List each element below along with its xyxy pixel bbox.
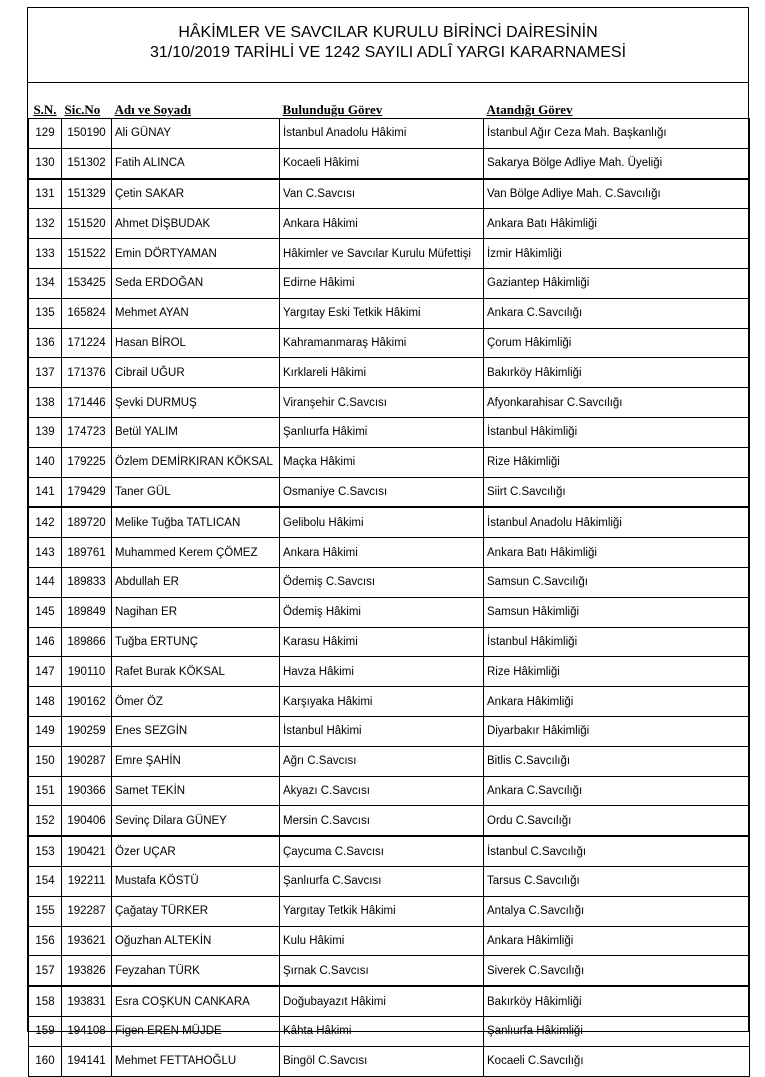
cell-name: Mustafa KÖSTÜ xyxy=(112,866,280,896)
table-row xyxy=(29,896,750,926)
cell-name: Özlem DEMİRKIRAN KÖKSAL xyxy=(112,447,280,477)
cell-assigned-post: Ankara Batı Hâkimliği xyxy=(484,209,750,239)
cell-name: Cibrail UĞUR xyxy=(112,358,280,388)
cell-sicno: 190421 xyxy=(62,836,112,866)
cell-assigned-post: Tarsus C.Savcılığı xyxy=(484,866,750,896)
cell-name: Çağatay TÜRKER xyxy=(112,896,280,926)
cell-current-post: İstanbul Hâkimi xyxy=(280,716,484,746)
cell-current-post: Van C.Savcısı xyxy=(280,179,484,209)
cell-sn: 144 xyxy=(29,567,62,597)
cell-sn: 149 xyxy=(29,716,62,746)
cell-current-post: Akyazı C.Savcısı xyxy=(280,776,484,806)
column-header-current-post: Bulunduğu Görev xyxy=(282,102,383,117)
cell-sicno: 151329 xyxy=(62,179,112,209)
cell-current-post: Hâkimler ve Savcılar Kurulu Müfettişi xyxy=(280,239,484,269)
appointments-table xyxy=(28,94,750,1077)
table-row xyxy=(29,836,750,866)
table-row xyxy=(29,209,750,239)
cell-assigned-post: İstanbul Hâkimliği xyxy=(484,417,750,447)
cell-name: Emre ŞAHİN xyxy=(112,746,280,776)
cell-sicno: 189849 xyxy=(62,597,112,627)
cell-name: Ahmet DİŞBUDAK xyxy=(112,209,280,239)
column-header-assigned-post: Atandığı Görev xyxy=(486,102,573,117)
cell-sn: 131 xyxy=(29,179,62,209)
cell-assigned-post: İzmir Hâkimliği xyxy=(484,239,750,269)
table-row xyxy=(29,239,750,269)
cell-sn: 130 xyxy=(29,148,62,178)
column-header-sicno: Sic.No xyxy=(64,102,101,117)
cell-sicno: 190162 xyxy=(62,687,112,717)
cell-name: Ömer ÖZ xyxy=(112,687,280,717)
cell-assigned-post: İstanbul Anadolu Hâkimliği xyxy=(484,507,750,537)
cell-current-post: Bingöl C.Savcısı xyxy=(280,1046,484,1076)
cell-name: Çetin SAKAR xyxy=(112,179,280,209)
cell-current-post: İstanbul Anadolu Hâkimi xyxy=(280,119,484,149)
table-row xyxy=(29,507,750,537)
cell-assigned-post: Çorum Hâkimliği xyxy=(484,328,750,358)
cell-current-post: Kırklareli Hâkimi xyxy=(280,358,484,388)
table-row xyxy=(29,567,750,597)
table-row xyxy=(29,657,750,687)
document-title xyxy=(28,8,748,83)
cell-assigned-post: Ankara C.Savcılığı xyxy=(484,298,750,328)
cell-current-post: Kahramanmaraş Hâkimi xyxy=(280,328,484,358)
cell-sn: 138 xyxy=(29,388,62,418)
cell-current-post: Edirne Hâkimi xyxy=(280,268,484,298)
cell-sicno: 190110 xyxy=(62,657,112,687)
cell-current-post: Ödemiş Hâkimi xyxy=(280,597,484,627)
cell-assigned-post: Sakarya Bölge Adliye Mah. Üyeliği xyxy=(484,148,750,178)
table-row xyxy=(29,358,750,388)
cell-assigned-post: Rize Hâkimliği xyxy=(484,447,750,477)
cell-assigned-post: Şanlıurfa Hâkimliği xyxy=(484,1016,750,1046)
cell-current-post: Yargıtay Eski Tetkik Hâkimi xyxy=(280,298,484,328)
cell-sn: 156 xyxy=(29,926,62,956)
cell-sicno: 192287 xyxy=(62,896,112,926)
cell-current-post: Viranşehir C.Savcısı xyxy=(280,388,484,418)
cell-sicno: 190366 xyxy=(62,776,112,806)
cell-assigned-post: Afyonkarahisar C.Savcılığı xyxy=(484,388,750,418)
cell-sn: 141 xyxy=(29,477,62,507)
cell-current-post: Şırnak C.Savcısı xyxy=(280,956,484,986)
cell-assigned-post: Gaziantep Hâkimliği xyxy=(484,268,750,298)
cell-current-post: Gelibolu Hâkimi xyxy=(280,507,484,537)
cell-assigned-post: Bakırköy Hâkimliği xyxy=(484,986,750,1016)
cell-sn: 151 xyxy=(29,776,62,806)
cell-name: Taner GÜL xyxy=(112,477,280,507)
cell-sicno: 165824 xyxy=(62,298,112,328)
cell-current-post: Çaycuma C.Savcısı xyxy=(280,836,484,866)
cell-sn: 154 xyxy=(29,866,62,896)
cell-sn: 139 xyxy=(29,417,62,447)
cell-assigned-post: Ankara Hâkimliği xyxy=(484,926,750,956)
cell-sicno: 190287 xyxy=(62,746,112,776)
cell-sn: 135 xyxy=(29,298,62,328)
title-line-1: HÂKİMLER VE SAVCILAR KURULU BİRİNCİ DAİRESİNİN xyxy=(178,24,598,41)
cell-sn: 142 xyxy=(29,507,62,537)
cell-name: Figen EREN MÜJDE xyxy=(112,1016,280,1046)
cell-name: Esra COŞKUN CANKARA xyxy=(112,986,280,1016)
table-row xyxy=(29,986,750,1016)
cell-sicno: 193831 xyxy=(62,986,112,1016)
cell-sn: 159 xyxy=(29,1016,62,1046)
table-row xyxy=(29,328,750,358)
cell-current-post: Ağrı C.Savcısı xyxy=(280,746,484,776)
column-header-name: Adı ve Soyadı xyxy=(114,102,192,117)
cell-assigned-post: Ordu C.Savcılığı xyxy=(484,806,750,836)
table-row xyxy=(29,119,750,149)
cell-sn: 160 xyxy=(29,1046,62,1076)
cell-assigned-post: Bitlis C.Savcılığı xyxy=(484,746,750,776)
table-row xyxy=(29,597,750,627)
cell-sicno: 150190 xyxy=(62,119,112,149)
cell-current-post: Kâhta Hâkimi xyxy=(280,1016,484,1046)
cell-current-post: Karasu Hâkimi xyxy=(280,627,484,657)
cell-assigned-post: İstanbul C.Savcılığı xyxy=(484,836,750,866)
cell-sicno: 189761 xyxy=(62,538,112,568)
cell-current-post: Mersin C.Savcısı xyxy=(280,806,484,836)
cell-current-post: Ankara Hâkimi xyxy=(280,209,484,239)
cell-sn: 129 xyxy=(29,119,62,149)
cell-current-post: Şanlıurfa C.Savcısı xyxy=(280,866,484,896)
cell-sn: 132 xyxy=(29,209,62,239)
cell-name: Oğuzhan ALTEKİN xyxy=(112,926,280,956)
table-row xyxy=(29,926,750,956)
cell-name: Tuğba ERTUNÇ xyxy=(112,627,280,657)
cell-name: Hasan BİROL xyxy=(112,328,280,358)
cell-name: Nagihan ER xyxy=(112,597,280,627)
cell-name: Feyzahan TÜRK xyxy=(112,956,280,986)
cell-current-post: Ödemiş C.Savcısı xyxy=(280,567,484,597)
cell-sn: 136 xyxy=(29,328,62,358)
cell-sn: 147 xyxy=(29,657,62,687)
table-row xyxy=(29,956,750,986)
cell-assigned-post: Siverek C.Savcılığı xyxy=(484,956,750,986)
cell-assigned-post: Ankara C.Savcılığı xyxy=(484,776,750,806)
cell-name: Şevki DURMUŞ xyxy=(112,388,280,418)
cell-sicno: 193621 xyxy=(62,926,112,956)
cell-sicno: 151302 xyxy=(62,148,112,178)
cell-assigned-post: Samsun Hâkimliği xyxy=(484,597,750,627)
cell-sn: 146 xyxy=(29,627,62,657)
cell-sn: 150 xyxy=(29,746,62,776)
cell-current-post: Osmaniye C.Savcısı xyxy=(280,477,484,507)
column-header-sn: S.N. xyxy=(33,102,57,117)
cell-sicno: 194141 xyxy=(62,1046,112,1076)
cell-sn: 143 xyxy=(29,538,62,568)
cell-sicno: 193826 xyxy=(62,956,112,986)
table-row xyxy=(29,447,750,477)
cell-current-post: Yargıtay Tetkik Hâkimi xyxy=(280,896,484,926)
cell-assigned-post: İstanbul Ağır Ceza Mah. Başkanlığı xyxy=(484,119,750,149)
cell-name: Betül YALIM xyxy=(112,417,280,447)
cell-name: Mehmet FETTAHOĞLU xyxy=(112,1046,280,1076)
cell-sn: 148 xyxy=(29,687,62,717)
table-row xyxy=(29,716,750,746)
cell-assigned-post: İstanbul Hâkimliği xyxy=(484,627,750,657)
cell-sicno: 192211 xyxy=(62,866,112,896)
cell-sn: 133 xyxy=(29,239,62,269)
cell-name: Fatih ALINCA xyxy=(112,148,280,178)
cell-sicno: 189833 xyxy=(62,567,112,597)
cell-sicno: 189866 xyxy=(62,627,112,657)
cell-assigned-post: Antalya C.Savcılığı xyxy=(484,896,750,926)
table-row xyxy=(29,388,750,418)
cell-name: Muhammed Kerem ÇÖMEZ xyxy=(112,538,280,568)
cell-current-post: Kulu Hâkimi xyxy=(280,926,484,956)
cell-sn: 153 xyxy=(29,836,62,866)
cell-name: Özer UÇAR xyxy=(112,836,280,866)
cell-name: Enes SEZGİN xyxy=(112,716,280,746)
cell-sn: 158 xyxy=(29,986,62,1016)
cell-current-post: Kocaeli Hâkimi xyxy=(280,148,484,178)
table-row xyxy=(29,776,750,806)
cell-sn: 134 xyxy=(29,268,62,298)
cell-current-post: Ankara Hâkimi xyxy=(280,538,484,568)
table-row xyxy=(29,687,750,717)
cell-assigned-post: Kocaeli C.Savcılığı xyxy=(484,1046,750,1076)
cell-assigned-post: Van Bölge Adliye Mah. C.Savcılığı xyxy=(484,179,750,209)
table-row xyxy=(29,179,750,209)
cell-sicno: 179225 xyxy=(62,447,112,477)
cell-name: Rafet Burak KÖKSAL xyxy=(112,657,280,687)
cell-current-post: Havza Hâkimi xyxy=(280,657,484,687)
title-line-2: 31/10/2019 TARİHLİ VE 1242 SAYILI ADLÎ YARGI KARARNAMESİ xyxy=(149,44,627,61)
table-row xyxy=(29,627,750,657)
cell-assigned-post: Ankara Batı Hâkimliği xyxy=(484,538,750,568)
cell-name: Melike Tuğba TATLICAN xyxy=(112,507,280,537)
cell-name: Emin DÖRTYAMAN xyxy=(112,239,280,269)
cell-sicno: 179429 xyxy=(62,477,112,507)
table-row xyxy=(29,148,750,178)
cell-assigned-post: Bakırköy Hâkimliği xyxy=(484,358,750,388)
table-row xyxy=(29,538,750,568)
cell-assigned-post: Ankara Hâkimliği xyxy=(484,687,750,717)
table-row xyxy=(29,417,750,447)
cell-current-post: Maçka Hâkimi xyxy=(280,447,484,477)
cell-sn: 137 xyxy=(29,358,62,388)
cell-current-post: Karşıyaka Hâkimi xyxy=(280,687,484,717)
cell-sicno: 189720 xyxy=(62,507,112,537)
cell-sicno: 190406 xyxy=(62,806,112,836)
cell-sicno: 171376 xyxy=(62,358,112,388)
cell-sicno: 171224 xyxy=(62,328,112,358)
cell-sicno: 151520 xyxy=(62,209,112,239)
table-row xyxy=(29,1046,750,1076)
cell-sicno: 151522 xyxy=(62,239,112,269)
cell-current-post: Şanlıurfa Hâkimi xyxy=(280,417,484,447)
cell-assigned-post: Siirt C.Savcılığı xyxy=(484,477,750,507)
cell-name: Abdullah ER xyxy=(112,567,280,597)
cell-sicno: 194108 xyxy=(62,1016,112,1046)
cell-name: Samet TEKİN xyxy=(112,776,280,806)
cell-name: Sevinç Dilara GÜNEY xyxy=(112,806,280,836)
cell-name: Seda ERDOĞAN xyxy=(112,268,280,298)
cell-sicno: 153425 xyxy=(62,268,112,298)
cell-assigned-post: Diyarbakır Hâkimliği xyxy=(484,716,750,746)
cell-sicno: 171446 xyxy=(62,388,112,418)
document-frame xyxy=(27,7,749,1068)
table-header-row xyxy=(29,94,750,119)
cell-sn: 140 xyxy=(29,447,62,477)
cell-sicno: 174723 xyxy=(62,417,112,447)
table-row xyxy=(29,746,750,776)
cell-sn: 157 xyxy=(29,956,62,986)
cell-current-post: Doğubayazıt Hâkimi xyxy=(280,986,484,1016)
table-row xyxy=(29,1016,750,1046)
table-row xyxy=(29,268,750,298)
table-row xyxy=(29,806,750,836)
cell-sn: 152 xyxy=(29,806,62,836)
cell-assigned-post: Samsun C.Savcılığı xyxy=(484,567,750,597)
cell-name: Mehmet AYAN xyxy=(112,298,280,328)
cell-sicno: 190259 xyxy=(62,716,112,746)
cell-sn: 145 xyxy=(29,597,62,627)
cell-name: Ali GÜNAY xyxy=(112,119,280,149)
table-row xyxy=(29,866,750,896)
table-row xyxy=(29,298,750,328)
cell-sn: 155 xyxy=(29,896,62,926)
table-row xyxy=(29,477,750,507)
cell-assigned-post: Rize Hâkimliği xyxy=(484,657,750,687)
